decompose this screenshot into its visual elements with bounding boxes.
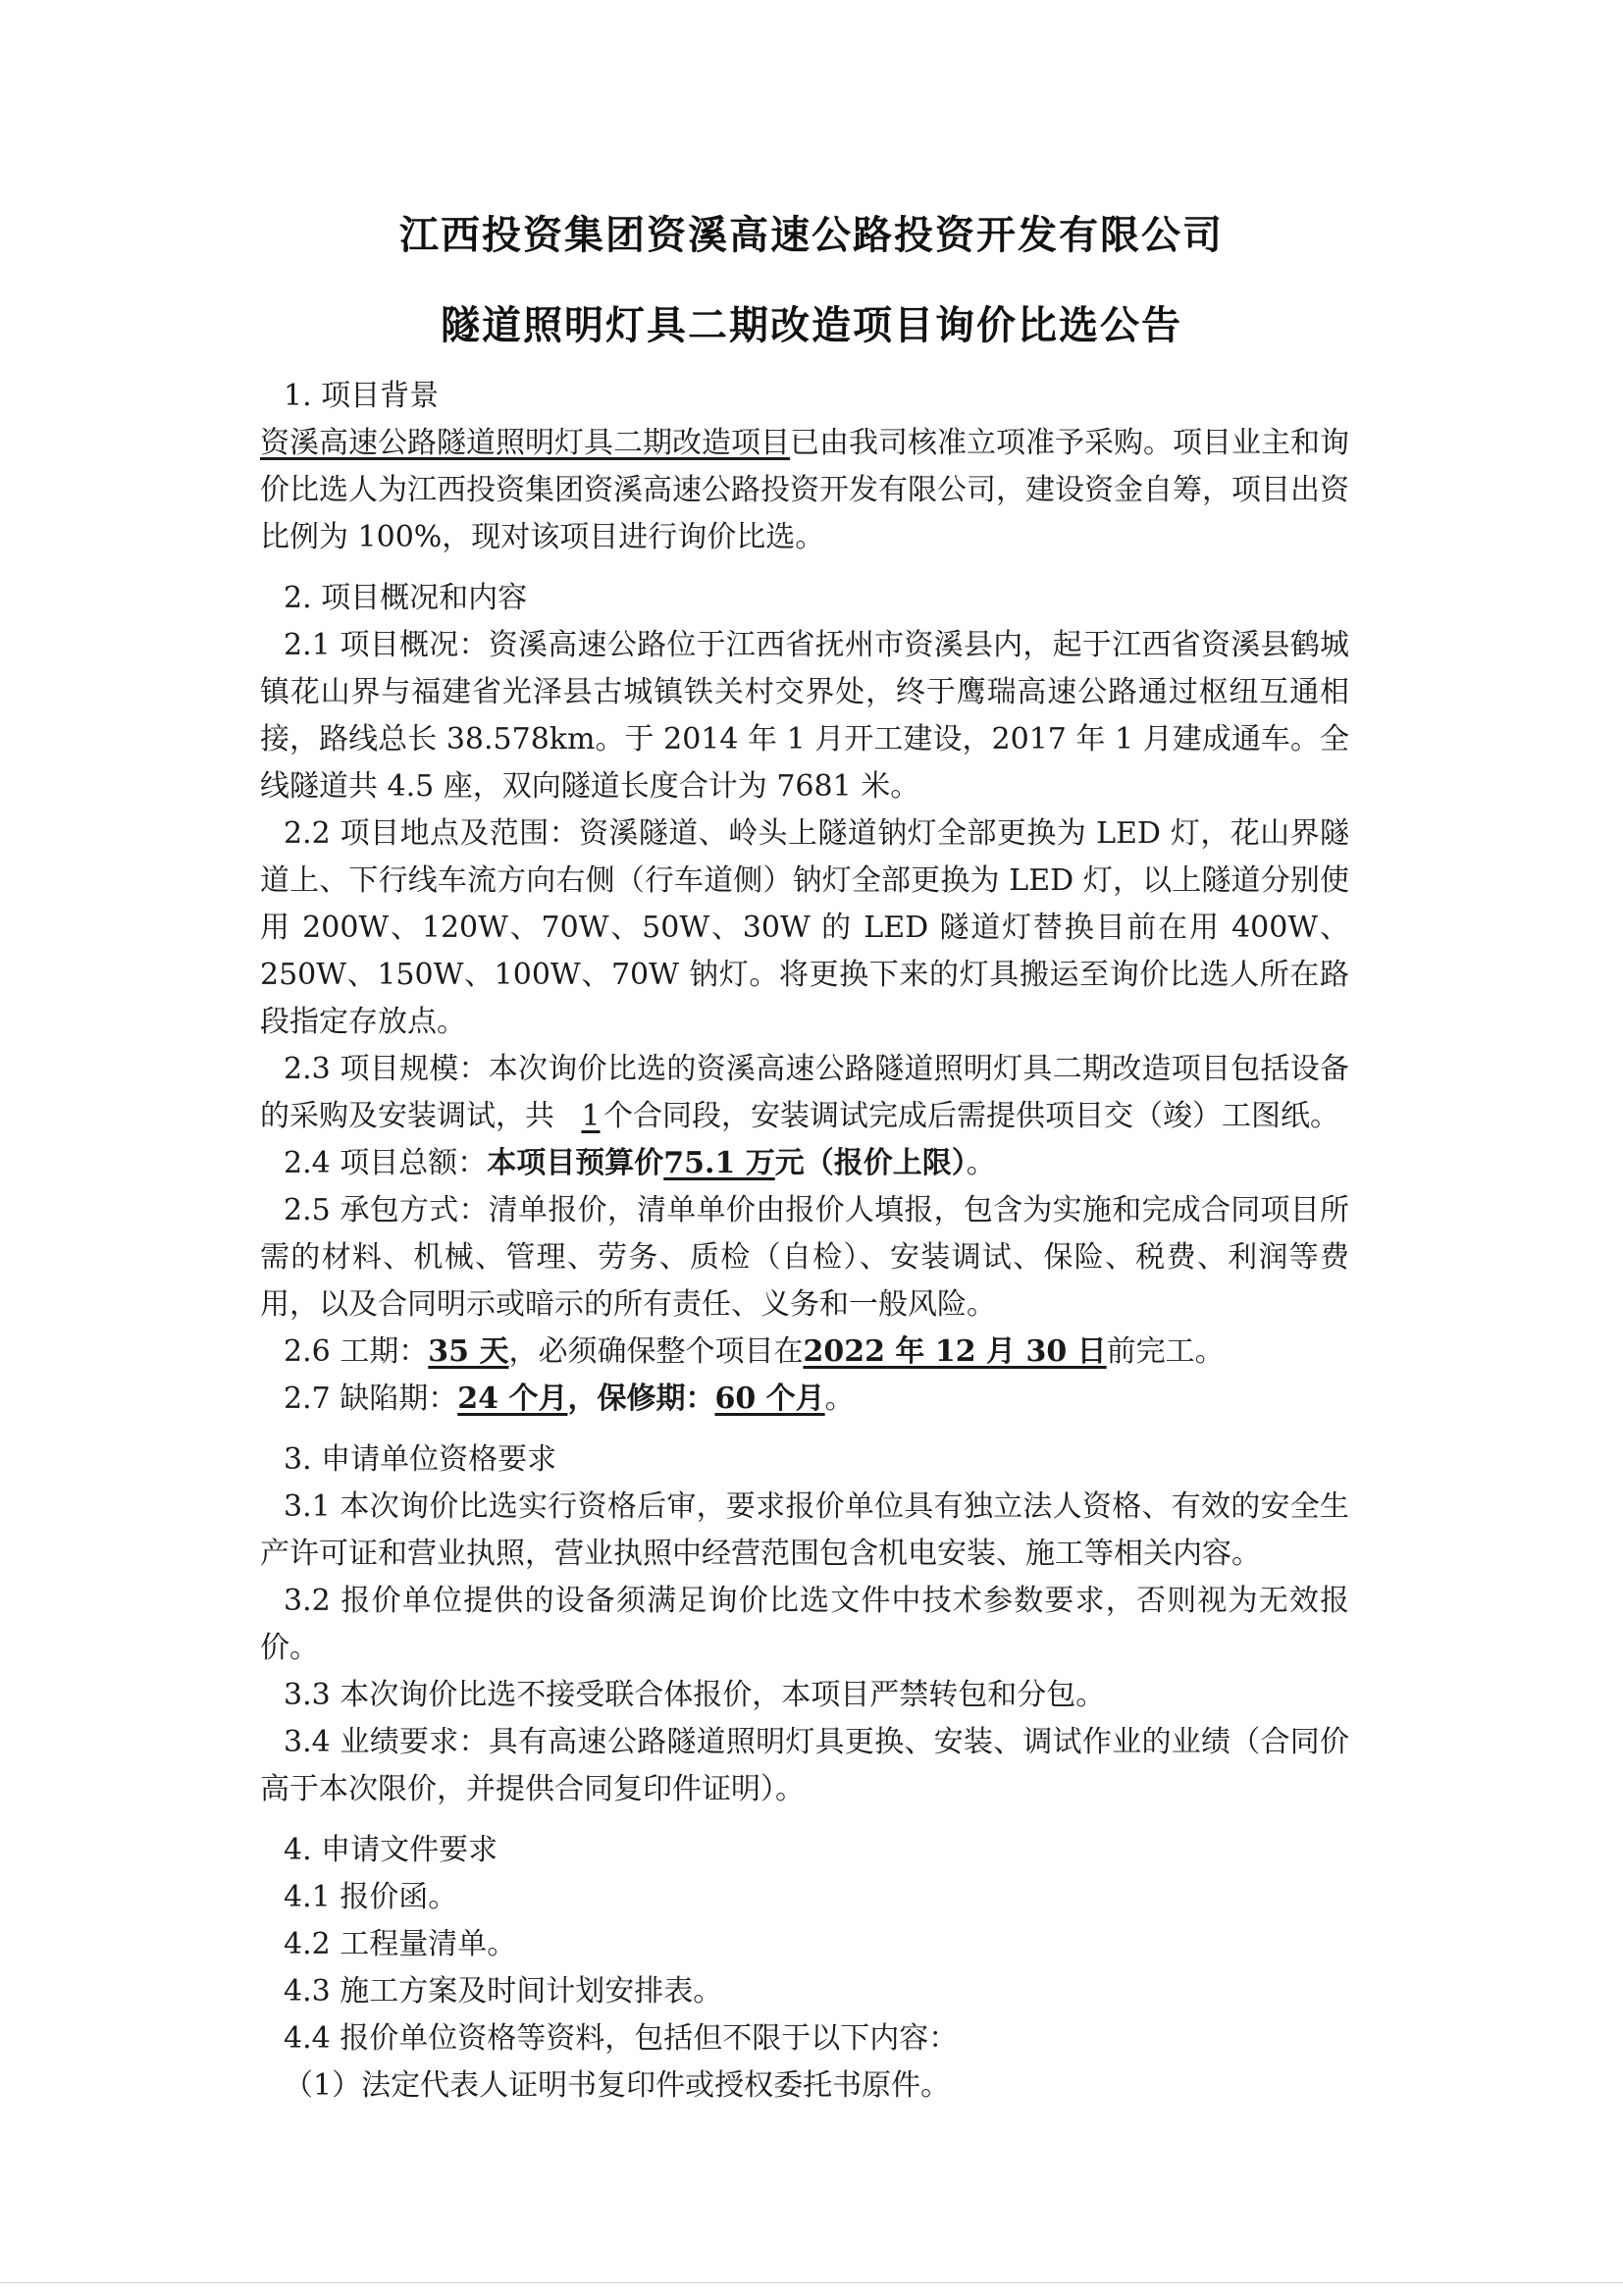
paragraph-text: 已由我司核准立项准予采购。项目业主和询价比选人为江西投资集团资溪高速公路投资开发有限公司，建设资金自筹，项目出资比例为 100%，现对该项目进行询价比选。 xyxy=(260,426,1349,554)
paragraph-text: 2.7 缺陷期： xyxy=(284,1382,458,1416)
paragraph-2-1: 2.1 项目概况：资溪高速公路位于江西省抚州市资溪县内，起于江西省资溪县鹤城镇花山界与福建省光泽县古城镇铁关村交界处，终于鹰瑞高速公路通过枢纽互通相接，路线总长 38.578km。于 2014 年 1 月开工建设，2017 年 1 月建成通车。全线隧道共 4.5 座，双向隧道长度合计为 7681 米。 xyxy=(260,628,1349,804)
duration-value: 35 天 xyxy=(428,1334,509,1369)
document-title-line-2: 隧道照明灯具二期改造项目询价比选公告 xyxy=(441,303,1182,348)
paragraph-text: 。 xyxy=(824,1382,855,1416)
defect-period-value: 24 个月 xyxy=(457,1382,568,1416)
paragraph-text: ，必须确保整个项目在 xyxy=(508,1334,804,1369)
list-item: 4.4 报价单位资格等资料，包括但不限于以下内容： xyxy=(284,2021,959,2056)
paragraph-text: 前完工。 xyxy=(1106,1334,1225,1369)
paragraph-2-5: 2.5 承包方式：清单报价，清单单价由报价人填报，包含为实施和完成合同项目所需的材料、机械、管理、劳务、质检（自检）、安装调试、保险、税费、利润等费用，以及合同明示或暗示的所有责任、义务和一般风险。 xyxy=(260,1193,1349,1322)
deadline-date: 2022 年 12 月 30 日 xyxy=(803,1334,1107,1369)
section-heading: 1. 项目背景 xyxy=(284,379,440,413)
warranty-period-value: 60 个月 xyxy=(714,1382,825,1416)
paragraph-3-4: 3.4 业绩要求：具有高速公路隧道照明灯具更换、安装、调试作业的业绩（合同价高于本次限价，并提供合同复印件证明）。 xyxy=(260,1725,1349,1806)
paragraph-3-2: 3.2 报价单位提供的设备须满足询价比选文件中技术参数要求，否则视为无效报价。 xyxy=(260,1584,1349,1665)
warranty-label: ，保修期： xyxy=(567,1382,715,1416)
list-item: （1）法定代表人证明书复印件或授权委托书原件。 xyxy=(284,2068,951,2103)
section-1 xyxy=(260,373,1349,561)
budget-label: 本项目预算价 xyxy=(487,1146,664,1180)
project-name-underlined: 资溪高速公路隧道照明灯具二期改造项目 xyxy=(260,426,790,460)
paragraph-2-7 xyxy=(260,1376,1349,1423)
paragraph-text: 。 xyxy=(966,1146,996,1180)
paragraph-2-3 xyxy=(260,1046,1349,1140)
paragraph-2-6 xyxy=(260,1329,1349,1376)
document-title-line-1: 江西投资集团资溪高速公路投资开发有限公司 xyxy=(399,213,1224,258)
list-item: 4.1 报价函。 xyxy=(284,1880,458,1914)
paragraph-3-1: 3.1 本次询价比选实行资格后审，要求报价单位具有独立法人资格、有效的安全生产许可证和营业执照，营业执照中经营范围包含机电安装、施工等相关内容。 xyxy=(260,1489,1349,1571)
paragraph-3-3: 3.3 本次询价比选不接受联合体报价，本项目严禁转包和分包。 xyxy=(284,1678,1106,1712)
list-item: 4.2 工程量清单。 xyxy=(284,1927,517,1961)
paragraph-2-4 xyxy=(260,1140,1349,1187)
section-2 xyxy=(260,575,1349,1423)
paragraph-text: 2.3 项目规模：本次询价比选的资溪高速公路隧道照明灯具二期改造项目包括设备的采购及安装调试，共 xyxy=(260,1052,1349,1133)
paragraph-text: 个合同段，安装调试完成后需提供项目交（竣）工图纸。 xyxy=(603,1099,1339,1133)
paragraph-2-2: 2.2 项目地点及范围：资溪隧道、岭头上隧道钠灯全部更换为 LED 灯，花山界隧道上、下行线车流方向右侧（行车道侧）钠灯全部更换为 LED 灯，以上隧道分别使用 200W、120W、70W、50W、30W 的 LED 隧道灯替换目前在用 400W、250W、150W、100W、70W 钠灯。将更换下来的灯具搬运至询价比选人所在路段指定存放点。 xyxy=(260,816,1349,1039)
contract-count: 1 xyxy=(581,1099,601,1133)
list-item: 4.3 施工方案及时间计划安排表。 xyxy=(284,1974,723,2009)
paragraph-text: 2.6 工期： xyxy=(284,1334,429,1369)
section-heading: 4. 申请文件要求 xyxy=(284,1833,498,1867)
scan-edge-divider xyxy=(0,2282,1623,2283)
paragraph-text: 2.4 项目总额： xyxy=(284,1146,488,1180)
section-heading: 2. 项目概况和内容 xyxy=(284,581,528,615)
budget-amount: 75.1 万 xyxy=(663,1146,775,1180)
section-4 xyxy=(260,1827,1349,2110)
document-body xyxy=(260,373,1349,2110)
section-heading: 3. 申请单位资格要求 xyxy=(284,1442,557,1477)
budget-unit: 元（报价上限） xyxy=(774,1146,967,1180)
paragraph-1 xyxy=(260,420,1349,561)
section-3 xyxy=(260,1436,1349,1813)
